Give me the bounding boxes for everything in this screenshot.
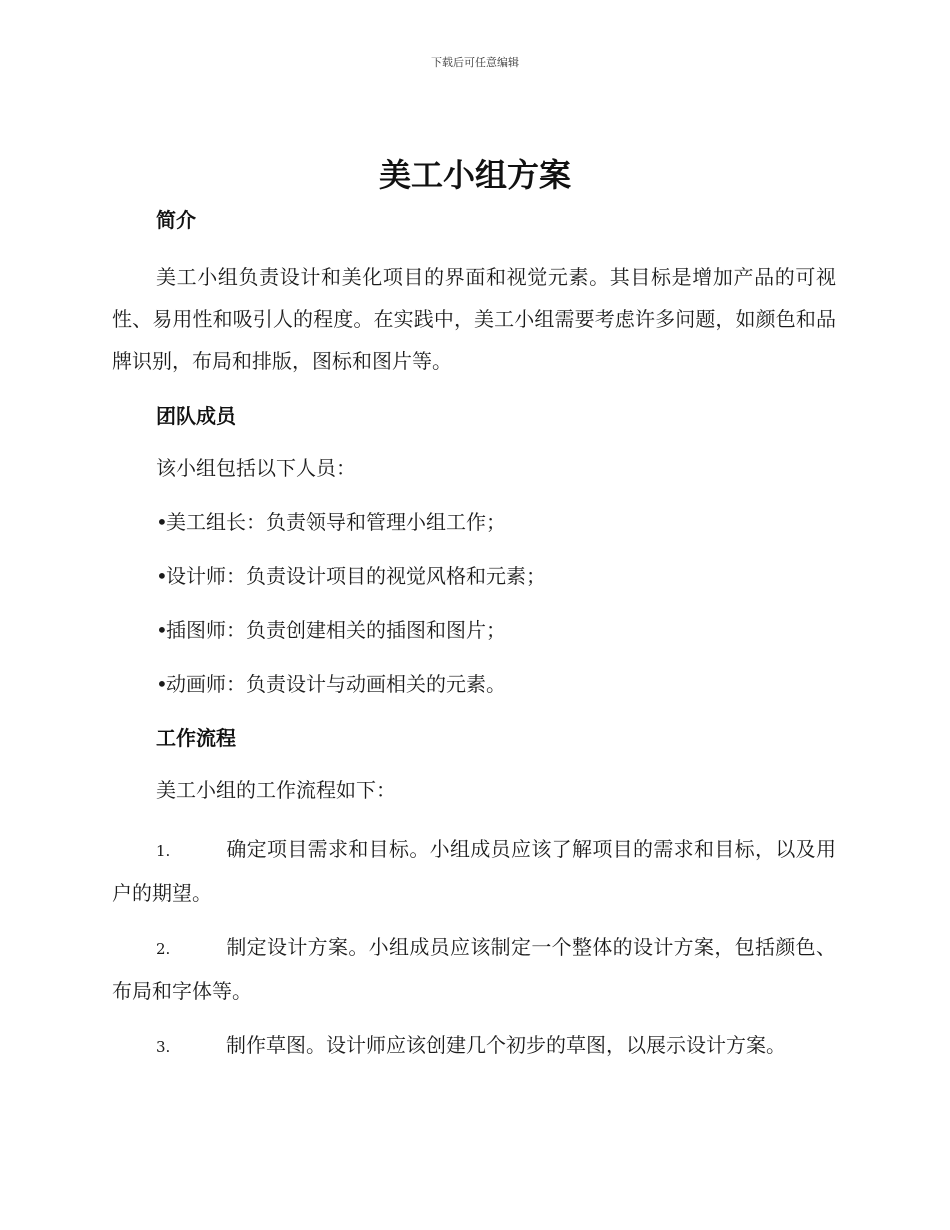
bullet-icon: • <box>156 510 168 534</box>
document-body <box>112 204 836 1080</box>
step-number: 3. <box>156 1038 171 1056</box>
team-lead-text: 该小组包括以下人员： <box>156 456 356 480</box>
page-title: 美工小组方案 <box>378 156 571 194</box>
step-number: 1. <box>156 842 171 860</box>
step-text: 制定设计方案。小组成员应该制定一个整体的设计方案，包括颜色、布局和字体等。 <box>112 935 836 1003</box>
bullet-icon: • <box>156 564 168 588</box>
section-heading-workflow: 工作流程 <box>156 726 236 750</box>
list-item <box>112 560 836 592</box>
step-number: 2. <box>156 940 171 958</box>
list-item <box>112 614 836 646</box>
step-text: 制作草图。设计师应该创建几个初步的草图，以展示设计方案。 <box>226 1033 786 1057</box>
workflow-lead-text: 美工小组的工作流程如下： <box>156 778 396 802</box>
intro-paragraph: 美工小组负责设计和美化项目的界面和视觉元素。其目标是增加产品的可视性、易用性和吸引人的程度。在实践中，美工小组需要考虑许多问题，如颜色和品牌识别，布局和排版，图标和图片等。 <box>112 265 836 373</box>
list-item <box>112 506 836 538</box>
bullet-icon: • <box>156 672 168 696</box>
step-text: 确定项目需求和目标。小组成员应该了解项目的需求和目标，以及用户的期望。 <box>112 837 836 905</box>
section-heading-intro: 简介 <box>156 208 196 232</box>
member-text: 动画师：负责设计与动画相关的元素。 <box>166 672 506 696</box>
list-item <box>112 668 836 700</box>
header-note: 下载后可任意编辑 <box>431 56 519 69</box>
workflow-step <box>112 1024 836 1068</box>
workflow-step <box>112 926 836 1012</box>
member-text: 插图师：负责创建相关的插图和图片； <box>166 618 506 642</box>
section-heading-team: 团队成员 <box>156 404 236 428</box>
member-text: 设计师：负责设计项目的视觉风格和元素； <box>166 564 546 588</box>
member-text: 美工组长：负责领导和管理小组工作； <box>166 510 506 534</box>
workflow-step <box>112 828 836 914</box>
bullet-icon: • <box>156 618 168 642</box>
